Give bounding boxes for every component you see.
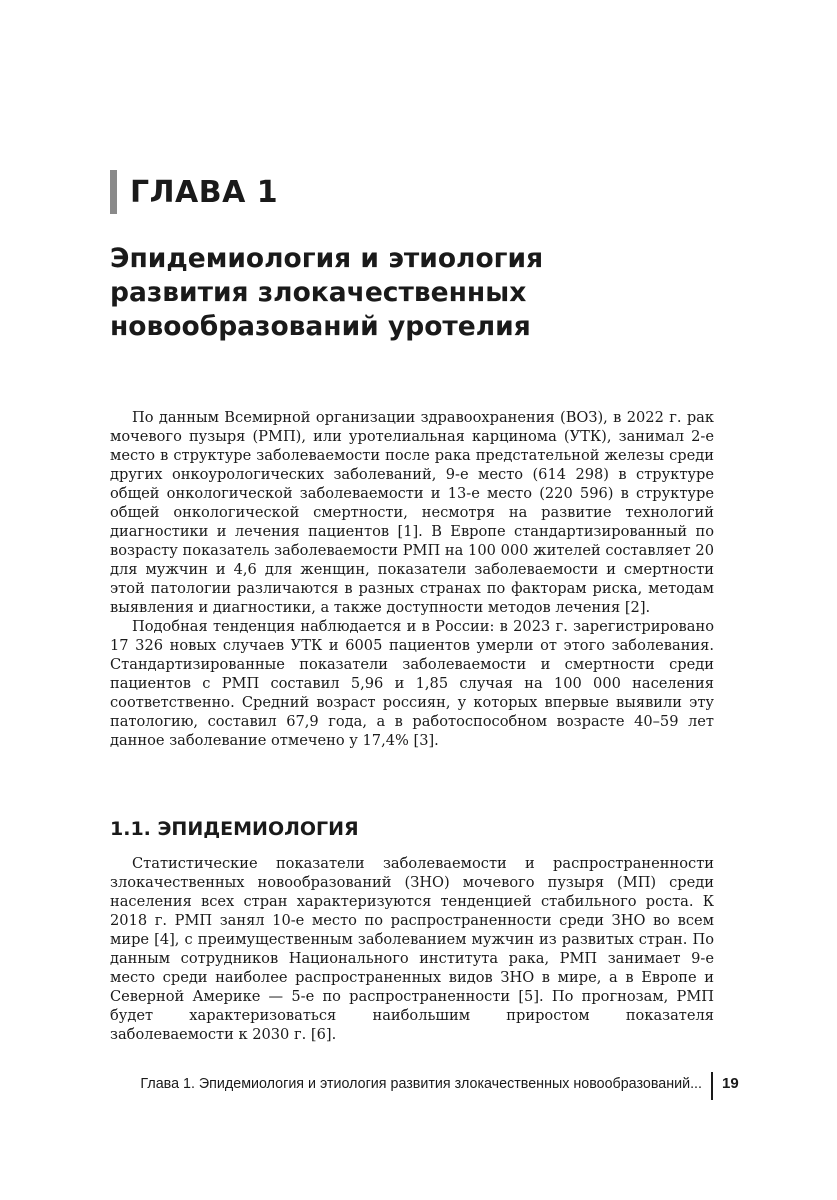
- section-heading: 1.1. ЭПИДЕМИОЛОГИЯ: [110, 818, 359, 840]
- chapter-number: ГЛАВА 1: [130, 174, 279, 210]
- chapter-title: [110, 242, 710, 344]
- page-number: 19: [722, 1075, 739, 1092]
- intro-text: [110, 408, 714, 750]
- chapter-title-line: Эпидемиология и этиология: [110, 243, 544, 274]
- chapter-label: [110, 170, 278, 214]
- footer-divider: [711, 1072, 713, 1100]
- paragraph: По данным Всемирной организации здравоохранения (ВОЗ), в 2022 г. рак мочевого пузыря (РМП), или уротелиальная карцинома (УТК), занимал 2-е место в структуре заболеваемости после рака предстательной железы среди других онкоурологических заболеваний, 9-е место (614 298) в структуре общей онкологической заболеваемости и 13-е место (220 596) в структуре общей онкологической смертности, несмотря на развитие технологий диагностики и лечения пациентов [1]. В Европе стандартизированный по возрасту показатель заболеваемости РМП на 100 000 жителей составляет 20 для мужчин и 4,6 для женщин, показатели заболеваемости и смертности этой патологии различаются в разных странах по факторам риска, методам выявления и диагностики, а также доступности методов лечения [2].: [110, 409, 714, 616]
- page-footer: [0, 1072, 837, 1102]
- chapter-title-line: развития злокачественных: [110, 277, 527, 308]
- section-text: [110, 854, 714, 1044]
- paragraph: Подобная тенденция наблюдается и в России: в 2023 г. зарегистрировано 17 326 новых случаев УТК и 6005 пациентов умерли от этого заболевания. Стандартизированные показатели заболеваемости и смертности среди пациентов с РМП составил 5,96 и 1,85 случая на 100 000 населения соответственно. Средний возраст россиян, у которых впервые выявили эту патологию, составил 67,9 года, а в работоспособном возрасте 40–59 лет данное заболевание отмечено у 17,4% [3].: [110, 618, 714, 749]
- running-title: Глава 1. Эпидемиология и этиология развития злокачественных новообразований...: [140, 1076, 702, 1092]
- paragraph: Статистические показатели заболеваемости и распространенности злокачественных новообразований (ЗНО) мочевого пузыря (МП) среди населения всех стран характеризуются тенденцией стабильного роста. К 2018 г. РМП занял 10-е место по распространенности среди ЗНО во всем мире [4], с преимущественным заболеванием мужчин из развитых стран. По данным сотрудников Национального института рака, РМП занимает 9-е место среди наиболее распространенных видов ЗНО в мире, а в Европе и Северной Америке — 5-е по распространенности [5]. По прогнозам, РМП будет характеризоваться наибольшим приростом показателя заболеваемости к 2030 г. [6].: [110, 855, 714, 1043]
- chapter-marker-bar: [110, 170, 117, 214]
- chapter-title-line: новообразований уротелия: [110, 311, 531, 342]
